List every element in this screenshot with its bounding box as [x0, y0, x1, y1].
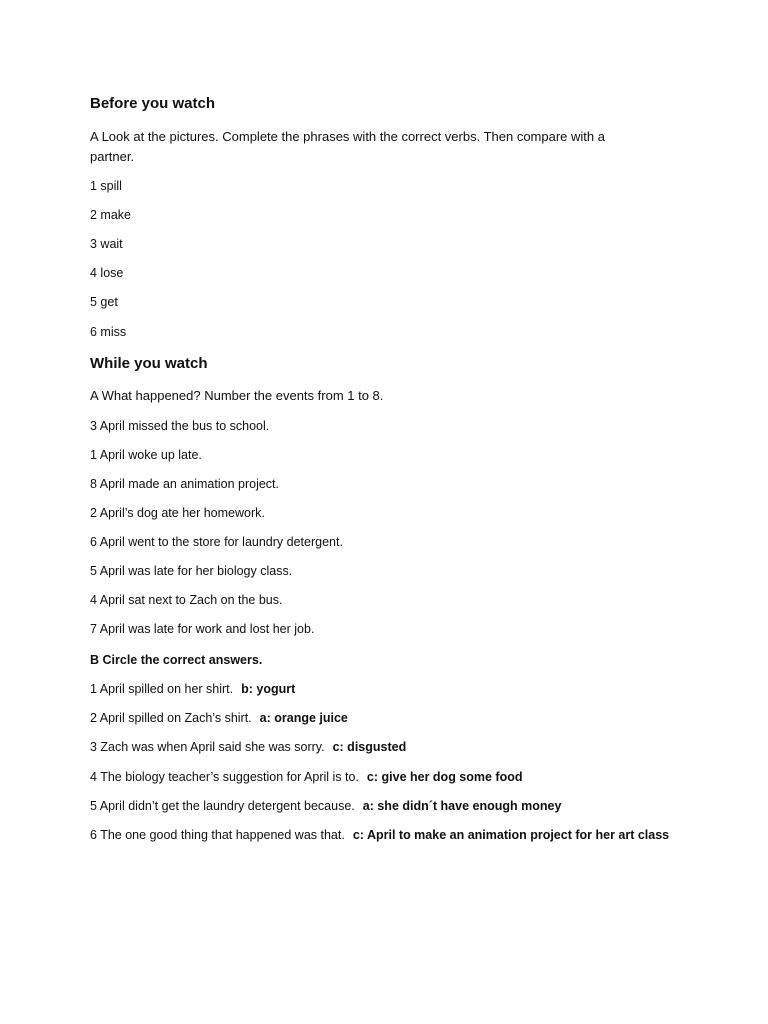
- phrase-item: 3 wait: [90, 237, 123, 251]
- while-instruction-a: A What happened? Number the events from 1 to 8.: [90, 388, 384, 403]
- answer-row: [90, 798, 561, 814]
- while-you-watch-heading: While you watch: [90, 355, 208, 372]
- question-text: 1 April spilled on her shirt.: [90, 682, 234, 696]
- phrase-item: 4 lose: [90, 266, 124, 280]
- event-item: 3 April missed the bus to school.: [90, 419, 270, 433]
- before-you-watch-heading: Before you watch: [90, 95, 216, 112]
- answer-row: [90, 827, 669, 843]
- phrase-item: 5 get: [90, 295, 118, 309]
- question-text: 3 Zach was when April said she was sorry.: [90, 740, 325, 754]
- question-text: 5 April didn’t get the laundry detergent because.: [90, 799, 355, 813]
- answer-text: a: orange juice: [259, 711, 348, 725]
- phrase-item: 6 miss: [90, 325, 127, 339]
- event-item: 7 April was late for work and lost her job.: [90, 622, 315, 636]
- event-item: 6 April went to the store for laundry detergent.: [90, 535, 343, 549]
- question-text: 2 April spilled on Zach’s shirt.: [90, 711, 252, 725]
- question-text: 4 The biology teacher’s suggestion for April is to.: [90, 770, 359, 784]
- answer-row: [90, 681, 295, 697]
- event-item: 8 April made an animation project.: [90, 477, 279, 491]
- event-item: 4 April sat next to Zach on the bus.: [90, 593, 283, 607]
- answer-text: a: she didn´t have enough money: [362, 799, 562, 813]
- while-instruction-b: B Circle the correct answers.: [90, 653, 263, 667]
- phrase-item: 1 spill: [90, 179, 122, 193]
- answer-row: [90, 769, 523, 785]
- event-item: 1 April woke up late.: [90, 448, 202, 462]
- answer-row: [90, 739, 406, 755]
- answer-text: c: April to make an animation project for her art class: [352, 828, 670, 842]
- answer-row: [90, 710, 348, 726]
- answer-text: c: disgusted: [332, 740, 407, 754]
- event-item: 2 April’s dog ate her homework.: [90, 506, 265, 520]
- question-text: 6 The one good thing that happened was that.: [90, 828, 345, 842]
- answer-text: c: give her dog some food: [366, 770, 523, 784]
- before-instruction: A Look at the pictures. Complete the phrases with the correct verbs. Then compare with a partner.: [90, 129, 605, 164]
- phrase-item: 2 make: [90, 208, 131, 222]
- event-item: 5 April was late for her biology class.: [90, 564, 293, 578]
- answer-text: b: yogurt: [241, 682, 296, 696]
